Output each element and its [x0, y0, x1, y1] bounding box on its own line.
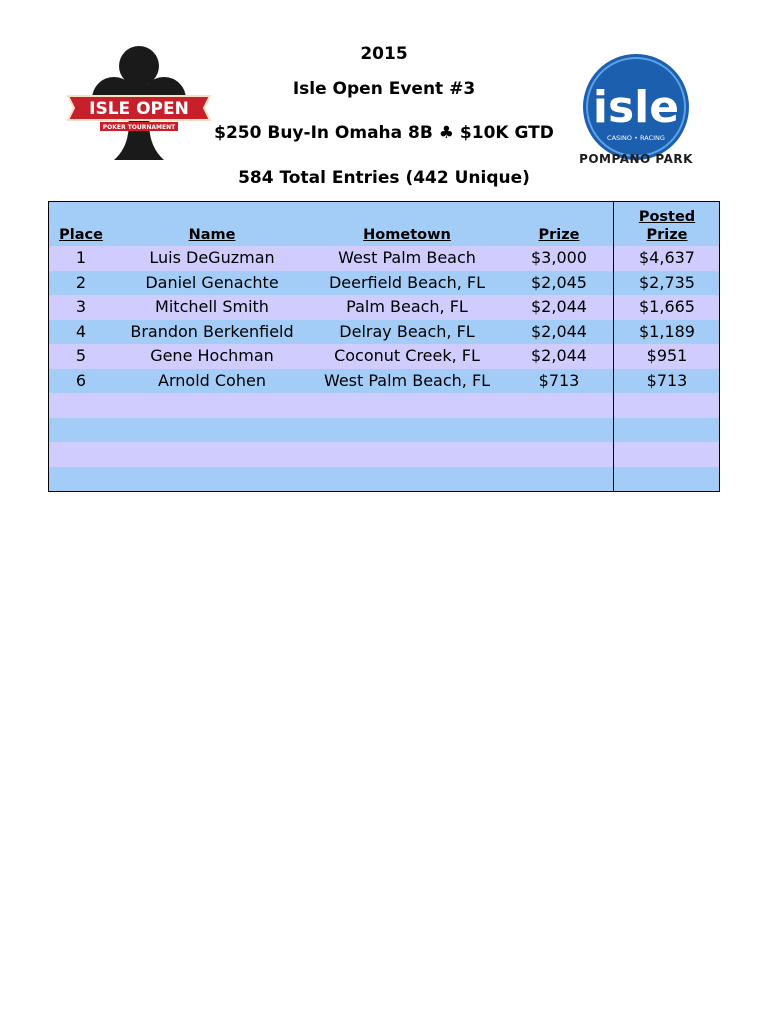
- cell-prize: $3,000: [531, 248, 587, 267]
- col-place: Place: [59, 227, 103, 243]
- cell-prize: $713: [538, 370, 580, 390]
- table-row: [49, 344, 719, 369]
- cell-prize: $2,044: [531, 297, 587, 316]
- cell-posted-prize: $1,189: [639, 321, 695, 341]
- cell-place: 3: [75, 297, 87, 316]
- cell-place: 4: [75, 321, 87, 341]
- cell-name: Mitchell Smith: [155, 297, 269, 316]
- cell-name: Luis DeGuzman: [149, 248, 275, 267]
- event-year: 2015: [360, 44, 408, 64]
- table-row: [49, 369, 719, 394]
- cell-place: 1: [75, 248, 87, 267]
- isle-open-banner-text: ISLE OPEN: [89, 99, 189, 119]
- cell-place: 6: [75, 370, 87, 390]
- table-row: [49, 295, 719, 320]
- cell-posted-prize: $2,735: [639, 272, 695, 292]
- cell-hometown: West Palm Beach: [338, 248, 476, 267]
- cell-posted-prize: $713: [646, 370, 688, 390]
- cell-prize: $2,044: [531, 346, 587, 365]
- cell-name: Daniel Genachte: [145, 272, 279, 292]
- table-header: [49, 202, 719, 247]
- cell-prize: $2,044: [531, 321, 587, 341]
- isle-open-subtext: POKER TOURNAMENT: [102, 124, 176, 131]
- col-prize: Prize: [538, 227, 580, 243]
- col-hometown: Hometown: [363, 227, 451, 243]
- table-row: [49, 467, 719, 492]
- col-name: Name: [188, 227, 236, 243]
- cell-hometown: Deerfield Beach, FL: [328, 272, 486, 292]
- isle-subtext: CASINO • RACING: [607, 134, 665, 142]
- isle-wordmark: isle: [592, 82, 680, 133]
- table-row: [49, 271, 719, 296]
- results-table: [48, 201, 720, 492]
- column-divider: [613, 202, 614, 491]
- cell-name: Brandon Berkenfield: [130, 321, 294, 341]
- cell-place: 2: [75, 272, 87, 292]
- cell-hometown: West Palm Beach, FL: [323, 370, 491, 390]
- table-row: [49, 418, 719, 443]
- cell-prize: $2,045: [531, 272, 587, 292]
- table-row: [49, 442, 719, 467]
- cell-hometown: Palm Beach, FL: [346, 297, 468, 316]
- cell-posted-prize: $1,665: [639, 297, 695, 316]
- buyin-line: $250 Buy-In Omaha 8B ♣ $10K GTD: [214, 123, 554, 143]
- cell-posted-prize: $951: [646, 346, 688, 365]
- total-entries: 584 Total Entries (442 Unique): [238, 168, 530, 188]
- cell-posted-prize: $4,637: [639, 248, 695, 267]
- cell-name: Arnold Cohen: [158, 370, 266, 390]
- pompano-park-caption: POMPANO PARK: [579, 152, 693, 166]
- table-row: [49, 246, 719, 271]
- cell-place: 5: [75, 346, 87, 365]
- cell-name: Gene Hochman: [150, 346, 274, 365]
- cell-hometown: Delray Beach, FL: [339, 321, 475, 341]
- event-title: Isle Open Event #3: [292, 79, 476, 99]
- cell-hometown: Coconut Creek, FL: [334, 346, 480, 365]
- col-posted-prize-line1: Posted: [638, 209, 696, 225]
- table-row: [49, 320, 719, 345]
- table-row: [49, 393, 719, 418]
- col-posted-prize-line2: Prize: [646, 227, 688, 243]
